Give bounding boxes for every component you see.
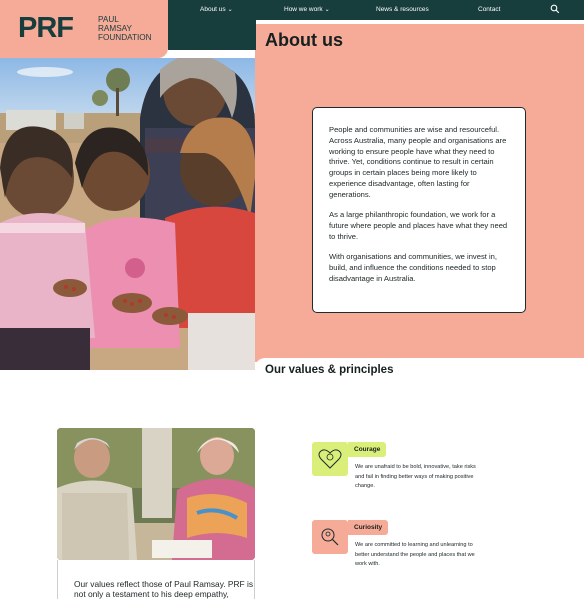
curiosity-label: Curiosity	[348, 520, 388, 535]
intro-paragraph-3: With organisations and communities, we invest in, build, and influence the conditions needed to stop disadvantage in Australia.	[329, 251, 497, 283]
magnifier-icon	[312, 520, 348, 554]
courage-description: We are unafraid to be bold, innovative, take risks and fail in finding better ways of making positive change.	[355, 464, 476, 489]
nav-about-us-label: About us	[200, 6, 226, 13]
curiosity-value-icon-box	[312, 520, 348, 554]
curiosity-description: We are committed to learning and unlearning to better understand the people and places that we work with.	[355, 542, 475, 567]
logo-line-1: PAUL	[98, 15, 119, 24]
intro-paragraph-1: People and communities are wise and resourceful. Across Australia, many people and organisations are working to ensure people have what they need to thrive. Yet, conditions continue to result in certain groups in certain places being more likely to experience disadvantage, often lasting for generations.	[329, 125, 507, 199]
nav-how-we-work-label: How we work	[284, 6, 323, 13]
nav-news-resources[interactable]	[376, 6, 429, 13]
values-photo-paul-ramsay	[57, 428, 255, 560]
hero-photo-children	[0, 58, 255, 370]
logo[interactable]	[0, 0, 168, 58]
nav-accent-block	[168, 20, 256, 50]
logo-line-2: RAMSAY	[98, 24, 132, 33]
logo-wordmark	[98, 15, 152, 42]
values-heading: Our values & principles	[265, 364, 394, 376]
heart-brain-icon	[312, 442, 348, 476]
logo-mark: PRF	[18, 12, 73, 44]
values-photo-illustration	[57, 428, 255, 560]
nav-contact[interactable]	[478, 6, 500, 13]
courage-value-icon-box	[312, 442, 348, 476]
chevron-down-icon: ⌄	[324, 7, 330, 13]
search-icon[interactable]	[550, 4, 560, 14]
children-photo-illustration	[0, 58, 255, 370]
chevron-down-icon: ⌄	[227, 7, 233, 13]
courage-label: Courage	[348, 442, 386, 457]
values-quote: Our values reflect those of Paul Ramsay. PRF is not only a testament to his deep empathy,	[57, 560, 255, 599]
intro-paragraph-2: As a large philanthropic foundation, we work for a future where people and places have what they need to thrive.	[329, 210, 508, 241]
nav-how-we-work[interactable]	[284, 6, 330, 13]
logo-line-3: FOUNDATION	[98, 33, 152, 42]
nav-contact-label: Contact	[478, 6, 501, 13]
page-title: About us	[265, 30, 343, 50]
nav-news-label: News & resources	[376, 6, 429, 13]
nav-about-us[interactable]	[200, 6, 233, 13]
about-intro-card	[312, 107, 526, 313]
